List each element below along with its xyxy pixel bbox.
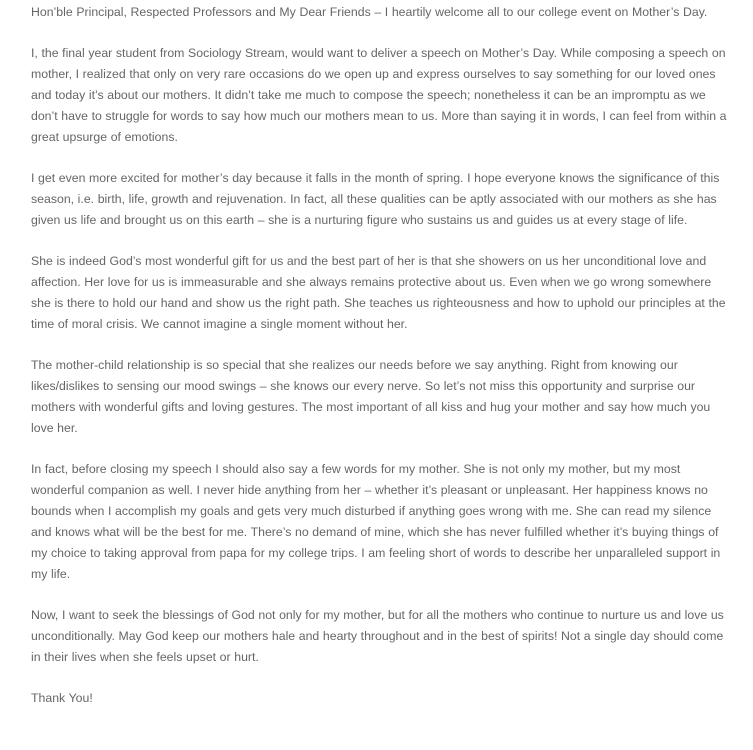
paragraph-my-mother: In fact, before closing my speech I should also say a few words for my mother. She is not only my mother, but my most wonderful companion as well. I never hide anything from her – whether it’s pleasant or unpleasant. Her happiness knows no bounds when I accomplish my goals and gets very much disturbed if anything goes wrong with me. She can read my silence and knows what will be the best for me. There’s no demand of mine, which she has never fulfilled whether it’s buying things of my choice to taking approval from papa for my college trips. I am feeling short of words to describe her unparalleled support in my life. — [31, 462, 721, 581]
paragraph-greeting: Hon’ble Principal, Respected Professors and My Dear Friends – I heartily welcome all to our college event on Mother’s Day. — [31, 5, 708, 19]
paragraph-blessings: Now, I want to seek the blessings of God not only for my mother, but for all the mothers who continue to nurture us and love us unconditionally. May God keep our mothers hale and hearty throughout and in the best of spirits! Not a single day should come in their lives when she feels upset or hurt. — [31, 608, 724, 664]
paragraph-gift-of-god: She is indeed God’s most wonderful gift for us and the best part of her is that she showers on us her unconditional love and affection. Her love for us is immeasurable and she always remains protective about us. Even when we go wrong somewhere she is there to hold our hand and show us the right path. She teaches us righteousness and how to uphold our principles at the time of moral crisis. We cannot imagine a single moment without her. — [31, 254, 726, 331]
speech-text — [31, 2, 731, 709]
paragraph-spring: I get even more excited for mother’s day because it falls in the month of spring. I hope everyone knows the significance of this season, i.e. birth, life, growth and rejuvenation. In fact, all these qualities can be aptly associated with our mothers as she has given us life and brought us on this earth – she is a nurturing figure who sustains us and guides us at every stage of life. — [31, 171, 720, 227]
paragraph-closing: Thank You! — [31, 691, 93, 705]
paragraph-mother-child-relationship: The mother-child relationship is so special that she realizes our needs before we say anything. Right from knowing our likes/dislikes to sensing our mood swings – she knows our every nerve. So let’s not miss this opportunity and surprise our mothers with wonderful gifts and loving gestures. The most important of all kiss and hug your mother and say how much you love her. — [31, 358, 711, 435]
paragraph-introduction: I, the final year student from Sociology Stream, would want to deliver a speech on Mother’s Day. While composing a speech on mother, I realized that only on very rare occasions do we open up and express ourselves to say something for our loved ones and today it’s about our mothers. It didn’t take me much to compose the speech; nonetheless it can be an impromptu as we don’t have to struggle for words to say how much our mothers mean to us. More than saying it in words, I can feel from within a great upsurge of emotions. — [31, 46, 727, 144]
